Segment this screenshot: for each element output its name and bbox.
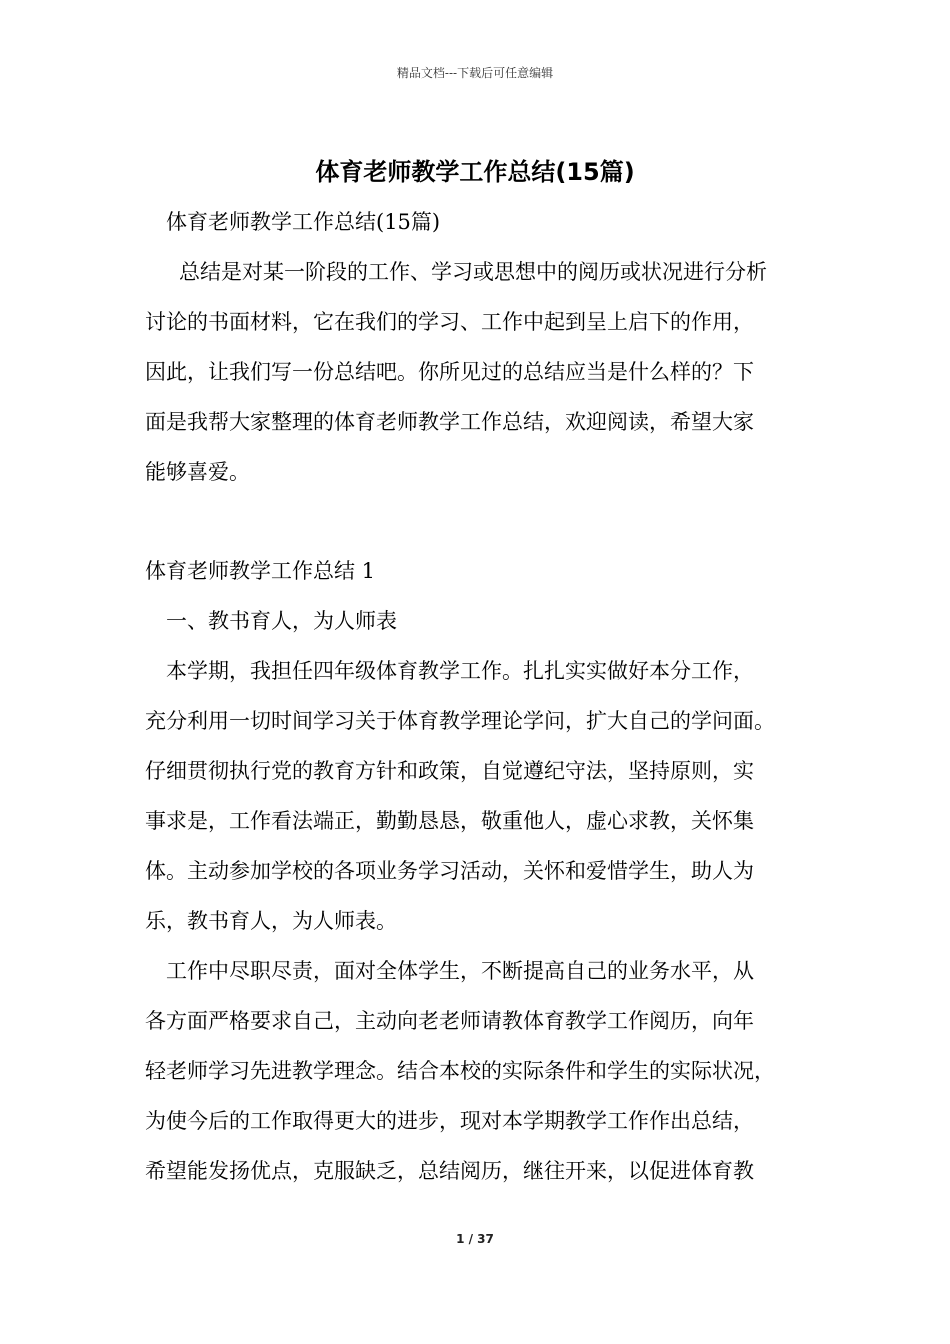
document-body-intro bbox=[145, 197, 815, 497]
page-header: 精品文档---下载后可任意编辑 bbox=[396, 66, 554, 80]
paragraph-line: 为使今后的工作取得更大的进步，现对本学期教学工作作出总结， bbox=[145, 1109, 754, 1133]
subtitle: 体育老师教学工作总结(15篇) bbox=[166, 210, 441, 234]
paragraph-line: 乐，教书育人，为人师表。 bbox=[145, 909, 397, 933]
paragraph-line: 体。主动参加学校的各项业务学习活动，关怀和爱惜学生，助人为 bbox=[145, 859, 754, 883]
paragraph-line: 事求是，工作看法端正，勤勤恳恳，敬重他人，虚心求教，关怀集 bbox=[145, 809, 754, 833]
paragraph-line: 充分利用一切时间学习关于体育教学理论学问，扩大自己的学问面。 bbox=[145, 709, 775, 733]
paragraph-line: 各方面严格要求自己，主动向老老师请教体育教学工作阅历，向年 bbox=[145, 1009, 754, 1033]
paragraph-line: 工作中尽职尽责，面对全体学生，不断提高自己的业务水平，从 bbox=[166, 959, 754, 983]
paragraph-line: 本学期，我担任四年级体育教学工作。扎扎实实做好本分工作， bbox=[166, 659, 754, 683]
sub-heading: 一、教书育人，为人师表 bbox=[166, 609, 397, 633]
intro-line: 讨论的书面材料，它在我们的学习、工作中起到呈上启下的作用， bbox=[145, 310, 754, 334]
document-body-section bbox=[145, 546, 815, 1196]
page-number: 1 / 37 bbox=[456, 1232, 494, 1246]
paragraph-line: 仔细贯彻执行党的教育方针和政策，自觉遵纪守法，坚持原则，实 bbox=[145, 759, 754, 783]
intro-line: 总结是对某一阶段的工作、学习或思想中的阅历或状况进行分析 bbox=[179, 260, 767, 284]
paragraph-line: 轻老师学习先进教学理念。结合本校的实际条件和学生的实际状况， bbox=[145, 1059, 775, 1083]
section-heading: 体育老师教学工作总结 1 bbox=[145, 559, 376, 583]
intro-line: 面是我帮大家整理的体育老师教学工作总结，欢迎阅读，希望大家 bbox=[145, 410, 754, 434]
intro-line: 因此，让我们写一份总结吧。你所见过的总结应当是什么样的？下 bbox=[145, 360, 754, 384]
paragraph-line: 希望能发扬优点，克服缺乏，总结阅历，继往开来，以促进体育教 bbox=[145, 1159, 754, 1183]
intro-line: 能够喜爱。 bbox=[145, 460, 250, 484]
document-title: 体育老师教学工作总结(15篇) bbox=[315, 158, 635, 186]
